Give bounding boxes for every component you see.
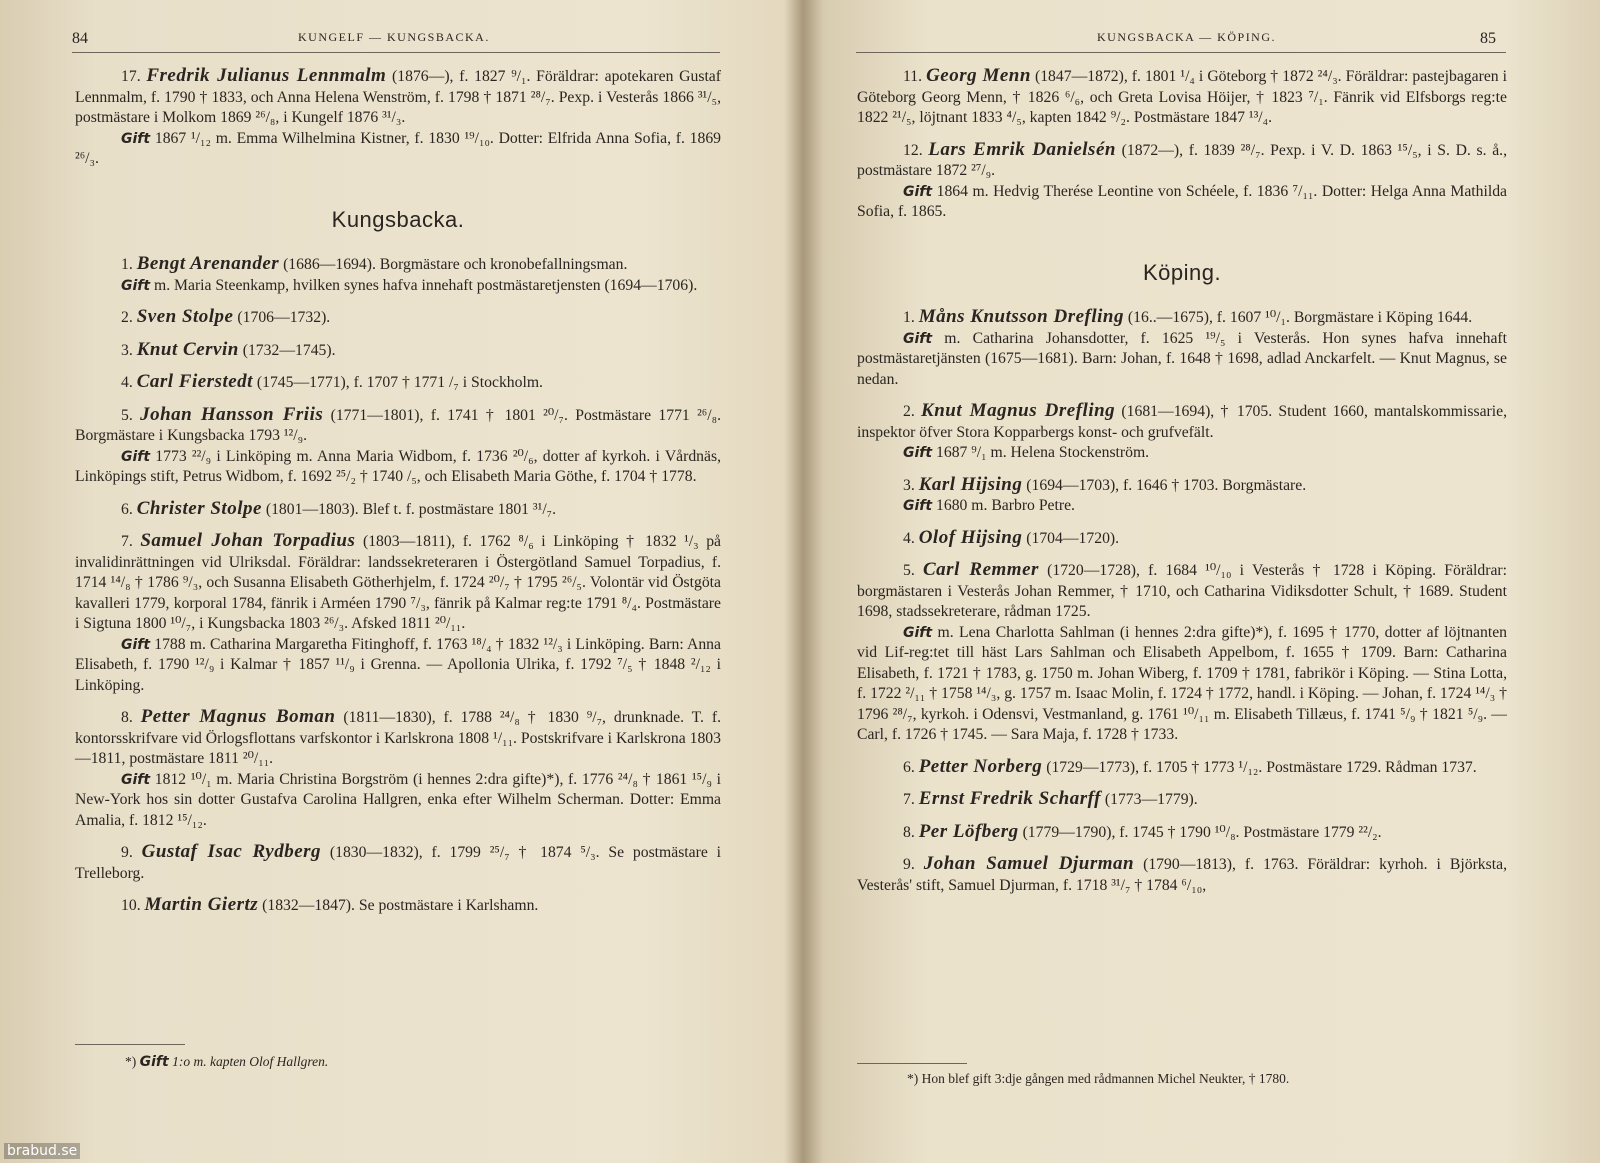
gift-label: Gift	[903, 445, 933, 461]
entry	[857, 140, 1507, 223]
gift-text: 1864 m. Hedvig Therése Leontine von Schéele, f. 1836 ⁷/₁₁. Dotter: Helga Anna Mathilda Sofia, f. 1865.	[857, 182, 1508, 220]
gift-label: Gift	[121, 448, 151, 465]
entry-marriage	[75, 129, 721, 170]
entry-marriage	[75, 447, 721, 488]
entry-text: (1745—1771), f. 1707 † 1771 /₇ i Stockholm.	[256, 374, 543, 391]
gift-text: m. Lena Charlotta Sahlman (i hennes 2:dra gifte)*), f. 1695 † 1770, dotter af löjtnanten vid Lif-reg:tet till häst Lars Sahlman och Elisabeth Appelbom, f. 1655 † 1709. Barn: Catharina Elisabeth, f. 1721 † 1783, g. 1750 m. Johan Wiberg, f. 1709 † 1781, fabrikör i Köping. — Stina Lotta, f. 1722 ²/₁₁ † 1758 ¹⁴/₃, g. 1757 m. Isaac Molin, f. 1724 † 1772, handl. i Köping. — Johan, f. 1724 ¹⁴/₃ † 1796 ²⁸/₇, kyrkoh. i Odensvi, Vestmanland, g. 1761 ¹⁰/₁₁ m. Elisabeth Tillæus, f. 1741 ⁵/₉ † 1821 ⁵/₉. — Carl, f. 1726 † 1745. — Sara Maja, f. 1728 † 1733.	[857, 623, 1508, 743]
entry-text: (16..—1675), f. 1607 ¹⁰/₁. Borgmästare i Köping 1644.	[1127, 309, 1473, 326]
footnote-rule	[75, 1044, 185, 1045]
header-rule	[856, 52, 1506, 53]
entry-name: Knut Cervin	[136, 338, 239, 360]
gift-text: 1680 m. Barbro Petre.	[936, 497, 1075, 514]
gift-label: Gift	[121, 636, 151, 653]
entry-number: 5.	[903, 562, 915, 579]
entry-name: Samuel Johan Torpadius	[140, 530, 356, 551]
gift-label: Gift	[903, 624, 933, 641]
entry-name: Karl Hijsing	[918, 473, 1023, 495]
entry-number: 10.	[121, 897, 141, 914]
section-title: Kungsbacka.	[331, 206, 465, 232]
entry	[857, 528, 1507, 550]
running-head: KUNGELF — KUNGSBACKA.	[298, 30, 490, 44]
entry-paragraph	[857, 307, 1507, 329]
gift-text: m. Maria Steenkamp, hvilken synes hafva innehaft postmästaretjensten (1694—1706).	[154, 276, 698, 294]
entry-name: Fredrik Julianus Lennmalm	[146, 65, 387, 86]
entry-number: 4.	[121, 374, 133, 391]
entry-number: 8.	[903, 823, 915, 841]
entry-number: 7.	[903, 791, 915, 808]
entry-marriage	[857, 182, 1507, 223]
entry-number: 6.	[121, 500, 133, 518]
entry-number: 7.	[121, 533, 133, 550]
entry-number: 1.	[903, 309, 915, 326]
gift-text: m. Catharina Johansdotter, f. 1625 ¹⁹/₅ i Vesterås. Hon synes hafva innehaft postmästaretjänsten (1675—1681). Barn: Johan, f. 1648 † 1698, adlad Anckarfelt. — Knut Magnus, se nedan.	[857, 329, 1508, 388]
entry-number: 5.	[121, 406, 133, 424]
footnote-text: Hon blef gift 3:dje gången med rådmannen Michel Neukter, † 1780.	[921, 1071, 1290, 1086]
page-number: 85	[1480, 30, 1496, 47]
entry-number: 2.	[903, 403, 915, 420]
entry-paragraph	[857, 822, 1507, 844]
running-head: KUNGSBACKA — KÖPING.	[1097, 30, 1277, 44]
entry-marriage	[857, 623, 1507, 746]
entry	[75, 372, 721, 394]
entry-name: Sven Stolpe	[136, 306, 234, 327]
entry-text: (1811—1830), f. 1788 ²⁴/₈ † 1830 ⁹/₇, drunknade. T. f. kontorsskrifvare vid Örlogsflottans varfskontor i Karlskrona 1808 ¹/₁₁. Postskrifvare i Karlskrona 1803—1811, postmästare 1811 ²⁰/₁₁.	[75, 709, 721, 767]
entry-number: 3.	[121, 341, 133, 359]
entry-paragraph	[75, 499, 721, 521]
entry-paragraph	[857, 66, 1507, 129]
entry-text: (1832—1847). Se postmästare i Karlshamn.	[262, 897, 539, 914]
entry-number: 9.	[121, 844, 133, 861]
entries	[75, 254, 721, 917]
entry	[75, 531, 721, 696]
entry-number: 4.	[903, 529, 915, 547]
gift-label: Gift	[903, 183, 933, 200]
entry-name: Carl Remmer	[923, 559, 1039, 580]
entry	[75, 340, 721, 362]
gift-text: 1867 ¹/₁₂ m. Emma Wilhelmina Kistner, f. 1830 ¹⁹/₁₀. Dotter: Elfrida Anna Sofia, f. 1869 ²⁶/₃.	[75, 129, 722, 167]
entry-paragraph	[857, 854, 1507, 896]
entry-name: Ernst Fredrik Scharff	[918, 788, 1101, 809]
entries-top	[75, 66, 721, 170]
entry-name: Lars Emrik Danielsén	[928, 138, 1116, 160]
gift-text: 1788 m. Catharina Margaretha Fitinghoff, f. 1763 ¹⁸/₄ † 1832 ¹²/₃ i Linköping. Barn: Anna Elisabeth, f. 1790 ¹²/₉ i Kalmar † 1857 ¹¹/₉ i Grenna. — Apollonia Ulrika, f. 1792 ⁷/₅ † 1848 ²/₁₂ i Linköping.	[75, 635, 721, 694]
entry-text: (1779—1790), f. 1745 † 1790 ¹⁰/₈. Postmästare 1779 ²²/₂.	[1022, 823, 1382, 841]
entry	[75, 842, 721, 884]
gift-text: 1812 ¹⁰/₁ m. Maria Christina Borgström (i hennes 2:dra gifte)*), f. 1776 ²⁴/₈ † 1861 ¹⁵/₉ i New-York hos sin dotter Gustafva Carolina Hallgren, enka efter Wilhelm Scherman. Dotter: Emma Amalia, f. 1812 ¹⁵/₁₂.	[75, 770, 721, 829]
entry-marriage	[75, 276, 721, 297]
entry-paragraph	[75, 254, 721, 276]
footnote-text: 1:o m. kapten Olof Hallgren.	[172, 1054, 329, 1069]
entry-marriage	[857, 443, 1507, 464]
entry-paragraph	[857, 475, 1507, 497]
entry-name: Knut Magnus Drefling	[921, 400, 1116, 421]
entry-paragraph	[75, 842, 721, 884]
gift-label: Gift	[121, 277, 151, 294]
entry-text: (1694—1703), f. 1646 † 1703. Borgmästare.	[1026, 476, 1307, 494]
entry-number: 3.	[903, 476, 915, 494]
header-rule	[72, 52, 720, 53]
entry-number: 12.	[903, 141, 923, 159]
entry-name: Johan Hansson Friis	[140, 403, 324, 425]
entries-top	[857, 66, 1507, 223]
entry-paragraph	[857, 789, 1507, 811]
entry-text: (1771—1801), f. 1741 † 1801 ²⁰/₇. Postmästare 1771 ²⁶/₈. Borgmästare i Kungsbacka 1793 ¹²/₉.	[75, 406, 721, 444]
entry-number: 6.	[903, 758, 915, 776]
entry	[75, 707, 721, 831]
entry-paragraph	[75, 307, 721, 329]
entry	[857, 789, 1507, 811]
entry-text: (1801—1803). Blef t. f. postmästare 1801 ³¹/₇.	[265, 500, 557, 518]
entry-text: (1729—1773), f. 1705 † 1773 ¹/₁₂. Postmästare 1729. Rådman 1737.	[1046, 758, 1477, 776]
footnote-mark: *)	[125, 1054, 137, 1069]
entry-paragraph	[75, 372, 721, 394]
entry-text: (1847—1872), f. 1801 ¹/₄ i Göteborg † 1872 ²⁴/₃. Föräldrar: pastejbagaren i Göteborg Georg Menn, † 1826 ⁶/₆, och Greta Lovisa Höijer, † 1823 ⁷/₁. Fänrik vid Elfsborgs reg:te 1822 ²¹/₅, löjtnant 1833 ⁴/₅, kapten 1842 ⁹/₂. Postmästare 1847 ¹³/₄.	[857, 68, 1508, 126]
entry	[75, 66, 721, 170]
entry	[75, 895, 721, 917]
entry	[857, 401, 1507, 464]
entry-marriage	[857, 329, 1507, 391]
entry-paragraph	[857, 560, 1507, 623]
entry-marriage	[75, 635, 721, 697]
entry	[75, 254, 721, 296]
entries	[857, 307, 1507, 896]
entry-text: (1830—1832), f. 1799 ²⁵/₇ † 1874 ⁵/₃. Se postmästare i Trelleborg.	[75, 844, 722, 882]
entry-number: 11.	[903, 68, 923, 85]
entry-number: 9.	[903, 856, 915, 873]
gift-label: Gift	[121, 130, 151, 147]
entry-text: (1773—1779).	[1104, 791, 1198, 808]
entry-paragraph	[75, 66, 721, 129]
entry	[857, 475, 1507, 517]
entry-marriage	[75, 770, 721, 832]
entry-marriage	[857, 496, 1507, 517]
entry-text: (1872—), f. 1839 ²⁸/₇. Pexp. i V. D. 1863 ¹⁵/₅, i S. D. s. å., postmästare 1872 ²⁷/₉.	[857, 141, 1507, 179]
right-body-text	[857, 66, 1507, 907]
watermark: brabud.se	[4, 1143, 80, 1159]
entry-text: (1720—1728), f. 1684 ¹⁰/₁₀ i Vesterås † 1728 i Köping. Föräldrar: borgmästaren i Vesterås Johan Remmer, † 1710, och Catharina Vidiksdotter Schult, † 1689. Student 1698, stadssekreterare, rådman 1725.	[857, 562, 1507, 620]
entry-name: Per Löfberg	[918, 820, 1019, 842]
entry-text: (1732—1745).	[242, 341, 336, 359]
entry-paragraph	[857, 401, 1507, 443]
entry-paragraph	[857, 528, 1507, 550]
entry	[857, 66, 1507, 129]
entry-name: Christer Stolpe	[136, 497, 262, 519]
entry-paragraph	[75, 531, 721, 635]
footnote-gift-label: Gift	[139, 1054, 169, 1070]
entry-text: (1686—1694). Borgmästare och kronobefallningsman.	[283, 256, 628, 273]
entry	[857, 854, 1507, 896]
right-page	[812, 0, 1600, 1163]
entry-name: Gustaf Isac Rydberg	[141, 841, 322, 862]
entry-text: (1704—1720).	[1026, 529, 1120, 547]
entry-paragraph	[75, 405, 721, 447]
entry	[75, 307, 721, 329]
entry-number: 2.	[121, 309, 133, 326]
entry-paragraph	[857, 140, 1507, 182]
footnote-mark: *)	[907, 1071, 919, 1086]
entry-text: (1706—1732).	[237, 309, 331, 326]
entry	[857, 560, 1507, 746]
entry-number: 8.	[121, 709, 133, 726]
entry-name: Olof Hijsing	[918, 526, 1023, 548]
entry-name: Petter Norberg	[918, 755, 1043, 777]
entry	[857, 757, 1507, 779]
entry-number: 17.	[121, 68, 141, 85]
gift-label: Gift	[903, 330, 933, 347]
footnote	[907, 1071, 1289, 1087]
entry-name: Måns Knutsson Drefling	[918, 306, 1124, 327]
entry-name: Bengt Arenander	[136, 253, 280, 274]
gift-text: 1773 ²²/₉ i Linköping m. Anna Maria Widbom, f. 1736 ²⁰/₆, dotter af kyrkoh. i Vårdnäs, Linköpings stift, Petrus Widbom, f. 1692 ²⁵/₂ † 1740 /₅, och Elisabeth Maria Göthe, f. 1704 † 1778.	[75, 447, 722, 485]
entry	[75, 499, 721, 521]
entry-name: Georg Menn	[926, 65, 1031, 86]
entry	[75, 405, 721, 488]
entry-name: Johan Samuel Djurman	[923, 853, 1135, 874]
entry-text: (1876—), f. 1827 ⁹/₁. Föräldrar: apotekaren Gustaf Lennmalm, f. 1790 † 1833, och Anna Helena Wenström, f. 1798 † 1871 ²⁸/₇. Pexp. i Vesterås 1866 ³¹/₅, postmästare i Molkom 1869 ²⁶/₈, i Kungelf 1876 ³¹/₃.	[75, 68, 721, 126]
entry-number: 1.	[121, 256, 133, 273]
footnote-rule	[857, 1063, 967, 1064]
footnote	[125, 1054, 328, 1070]
entry-name: Petter Magnus Boman	[140, 706, 336, 727]
section-title: Köping.	[1142, 259, 1222, 285]
entry-text: (1681—1694), † 1705. Student 1660, mantalskommissarie, inspektor öfver Stora Kopparbergs konst- och grufvefält.	[857, 403, 1508, 441]
entry-name: Martin Giertz	[144, 894, 259, 915]
page-number: 84	[72, 30, 88, 47]
gift-text: 1687 ⁹/₁ m. Helena Stockenström.	[936, 444, 1150, 461]
entry-paragraph	[75, 707, 721, 770]
entry-text: (1790—1813), f. 1763. Föräldrar: kyrhoh. i Björksta, Vesterås' stift, Samuel Djurman, f. 1718 ³¹/₇ † 1784 ⁶/₁₀,	[857, 856, 1507, 894]
entry-text: (1803—1811), f. 1762 ⁸/₆ i Linköping † 1832 ¹/₃ på invalidinrättningen vid Ulriksdal. Föräldrar: landssekreteraren i Östergötland Samuel Torpadius, f. 1714 ¹⁴/₈ † 1786 ⁹/₃, och Susanna Elisabeth Götherhjelm, f. 1724 ²⁰/₇ † 1795 ²⁶/₅. Volontär vid Östgöta kavalleri 1779, korporal 1784, fänrik i Arméen 1790 ⁷/₃, fänrik på Kalmar reg:te 1791 ⁸/₄. Postmästare i Sigtuna 1800 ¹⁰/₇, i Kungsbacka 1803 ²⁶/₃. Afsked 1811 ²⁰/₁₁.	[75, 533, 722, 632]
gift-label: Gift	[903, 498, 933, 514]
gift-label: Gift	[121, 771, 151, 788]
entry-paragraph	[75, 895, 721, 917]
left-body-text	[75, 66, 721, 928]
entry-paragraph	[857, 757, 1507, 779]
entry-name: Carl Fierstedt	[136, 371, 253, 392]
entry	[857, 822, 1507, 844]
entry	[857, 307, 1507, 390]
entry-paragraph	[75, 340, 721, 362]
